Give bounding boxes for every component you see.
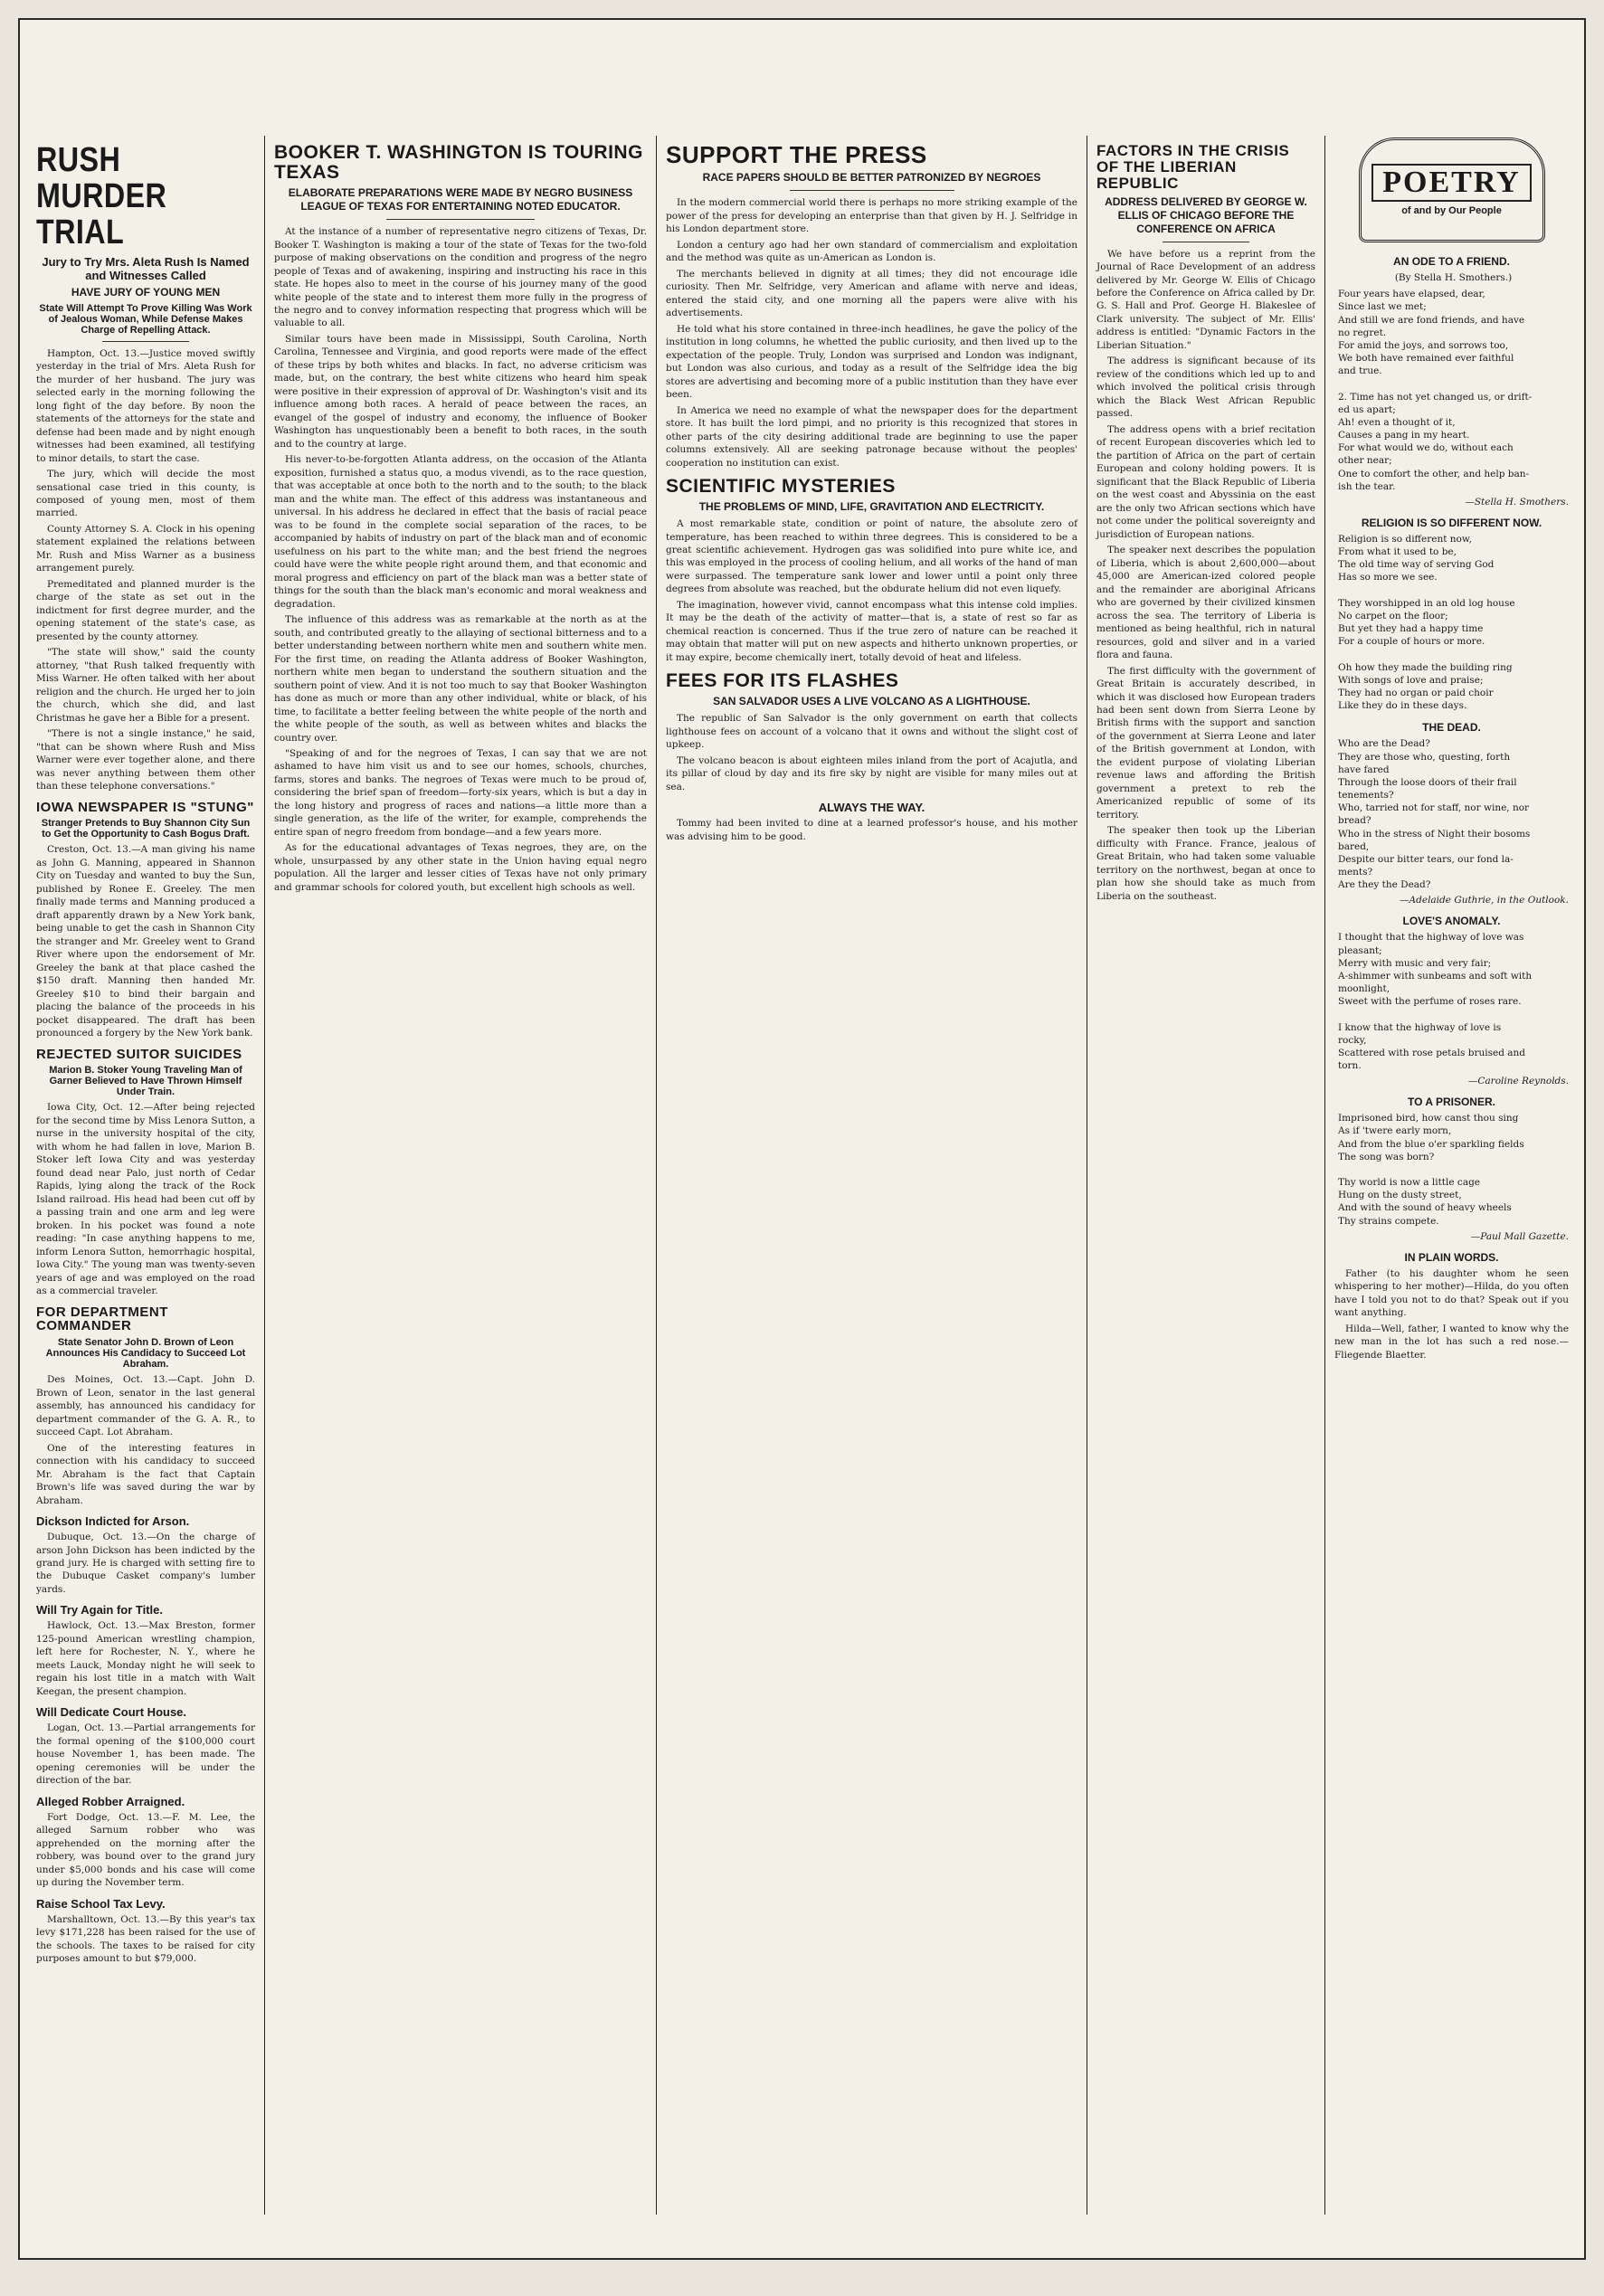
factors-paragraph: The address is significant because of its review of the conditions which led up to and which involved the political crisis through which the Black West African Republic passed. <box>1096 356 1315 420</box>
dickson-head: Dickson Indicted for Arson. <box>36 1514 190 1529</box>
column-4 <box>1087 136 1324 2215</box>
iowa-paragraph: Creston, Oct. 13.—A man giving his name as John G. Manning, appeared in Shannon City on Tuesday and wanted to buy the Sun, published by Ronee E. Greeley. The men finally made terms and Manning produced a draft apparently drawn by a New York bank, being unable to get the cash in Shannon City the stranger and Mr. Greeley went to Grand River where upon the endorsement of Mr. Greeley the bank at that place cashed the $150 draft. Manning then handed Mr. Greeley $10 to bind their bargain and placing the balance of the proceeds in his pocket disappeared. The draft has been pronounced a forgery by the New York bank. <box>36 844 255 1039</box>
poem-line: Causes a pang in my heart. <box>1338 430 1470 441</box>
btw-paragraph: As for the educational advantages of Texas negroes, they are, on the whole, unsurpassed by any other state in the Union having equal negro population. All the larger and lesser cities of Texas have not only primary and grammar schools for colored youth, but excellent high schools as well. <box>274 842 647 893</box>
dickson-paragraph: Dubuque, Oct. 13.—On the charge of arson John Dickson has been indicted by the grand jury. He is charged with setting fire to the Dubuque Casket company's lumber yards. <box>36 1532 255 1595</box>
poem-line: Has so more we see. <box>1338 572 1438 583</box>
poem-title: IN PLAIN WORDS. <box>1404 1250 1499 1264</box>
poem-line <box>1338 648 1569 660</box>
will-head: Will Try Again for Title. <box>36 1603 164 1618</box>
suitor-headline: REJECTED SUITOR SUICIDES <box>36 1046 242 1062</box>
poem-line: Oh how they made the building ring <box>1338 661 1513 673</box>
divider <box>102 341 190 342</box>
poem-line: Are they the Dead? <box>1338 879 1431 891</box>
poem-line: Despite our bitter tears, our fond la- <box>1338 853 1514 865</box>
rush-paragraph: County Attorney S. A. Clock in his opening statement explained the relations between Mr. Rush and Miss Warner as a business arrangement purely. <box>36 523 255 574</box>
poem-line <box>1338 584 1569 597</box>
factors-paragraph: The speaker then took up the Liberian difficulty with France. France, jealous of Great Britain, who had taken some valuable territory on the northwest, began at once to plan how she should take as much from Liberia on the southeast. <box>1096 825 1315 902</box>
poem-line: With songs of love and praise; <box>1338 674 1484 686</box>
support-headline: SUPPORT THE PRESS <box>666 141 927 168</box>
poem-line: Religion is so different now, <box>1338 533 1472 545</box>
poem-line: No carpet on the floor; <box>1338 610 1448 621</box>
poem-line: The old time way of serving God <box>1338 559 1495 571</box>
poem-line: Since last we met; <box>1338 301 1427 313</box>
always-head: ALWAYS THE WAY. <box>818 801 925 815</box>
poem-line: As if 'twere early morn, <box>1338 1125 1452 1137</box>
divider <box>386 219 536 220</box>
fees-deck: SAN SALVADOR USES A LIVE VOLCANO AS A LIGHTHOUSE. <box>713 695 1030 708</box>
plain-words-paragraph: Father (to his daughter whom he seen whispering to her mother)—Hilda, do you often have I told you not to do that? Speak out if you want anything. <box>1334 1267 1569 1319</box>
poem-line: Scattered with rose petals bruised and <box>1338 1047 1525 1058</box>
btw-deck: ELABORATE PREPARATIONS WERE MADE BY NEGRO BUSINESS LEAGUE OF TEXAS FOR ENTERTAINING NOTED EDUCATOR. <box>288 186 633 213</box>
support-deck: RACE PAPERS SHOULD BE BETTER PATRONIZED BY NEGROES <box>702 171 1041 185</box>
poem-line: Like they do in these days. <box>1338 700 1467 712</box>
poem-line: ments? <box>1338 867 1373 878</box>
rush-headline: RUSH MURDER TRIAL <box>36 141 167 251</box>
will-paragraph: Hawlock, Oct. 13.—Max Breston, former 125-pound American wrestling champion, left here for Rochester, N. Y., where he meets Lauck, Monday night he will seek to regain his lost title in a match with Walt Keegan, the present champion. <box>36 1620 255 1697</box>
court-head: Will Dedicate Court House. <box>36 1705 187 1720</box>
poem-credit: —Caroline Reynolds. <box>1467 1076 1569 1087</box>
poem-line: I thought that the highway of love was <box>1338 932 1524 944</box>
plain-words-paragraph: Hilda—Well, father, I wanted to know why the new man in the lot has such a red nose.—Fliegende Blaetter. <box>1334 1323 1569 1361</box>
poem-line: For a couple of hours or more. <box>1338 636 1485 648</box>
poem-lines <box>1338 1112 1569 1228</box>
column-3 <box>656 136 1087 2215</box>
poem-line: and true. <box>1338 365 1382 377</box>
poem-line: bread? <box>1338 815 1371 827</box>
poem-line: Thy world is now a little cage <box>1338 1177 1481 1189</box>
suitor-deck: Marion B. Stoker Young Traveling Man of Garner Believed to Have Thrown Himself Under Train. <box>49 1065 242 1098</box>
fees-paragraph: The republic of San Salvador is the only government on earth that collects lighthouse fees on account of a volcano that it owns and without the slight cost of upkeep. <box>666 713 1077 751</box>
poem-line: One to comfort the other, and help ban- <box>1338 468 1530 479</box>
factors-paragraph: The speaker next describes the population of Liberia, which is about 2,600,000—about 45,000 are American-ized colored people and the remainder are aboriginal Africans who are governed by their civilized kinsmen across the sea. The territory of Liberia is mentioned as being healthful, rich in natural resources, gold and silver and in a varied flora and fauna. <box>1096 545 1315 661</box>
court-paragraph: Logan, Oct. 13.—Partial arrangements for the formal opening of the $100,000 court house November 1, has been made. The opening ceremonies will be under the direction of the bar. <box>36 1722 255 1787</box>
poem-line <box>1338 1008 1569 1020</box>
poem-line: other near; <box>1338 455 1392 467</box>
poem-line: Sweet with the perfume of roses rare. <box>1338 996 1522 1008</box>
column-2 <box>264 136 656 2215</box>
poem-line: pleasant; <box>1338 944 1382 956</box>
sci-deck: THE PROBLEMS OF MIND, LIFE, GRAVITATION AND ELECTRICITY. <box>698 500 1045 514</box>
rush-paragraph: "There is not a single instance," he said, "that can be shown where Rush and Miss Warner were ever together alone, and there was never anything between them other than these telephone conversations." <box>36 728 255 792</box>
fees-headline: FEES FOR ITS FLASHES <box>666 670 899 692</box>
poem-line: Who are the Dead? <box>1338 738 1430 750</box>
poem-line: And with the sound of heavy wheels <box>1338 1202 1512 1214</box>
rush-paragraph: Hampton, Oct. 13.—Justice moved swiftly yesterday in the trial of Mrs. Aleta Rush for the murder of her husband. The jury was selected early in the morning following the long fight of the day before. By noon the statements of the attorneys for the state and defense had been made and by night enough witnesses had been examined, all testifying to minor details, to start the case. <box>36 347 255 464</box>
always-paragraph: Tommy had been invited to dine at a learned professor's house, and his mother was advising him to be good. <box>666 818 1077 842</box>
poem-line: torn. <box>1338 1060 1362 1072</box>
factors-paragraph: The first difficulty with the government of Great Britain is accurately described, in which it was disclosed how European traders had been sent down from Sierra Leone by British firms with the support and sanction of the government at Sierra Leone and later of the British government at London, with the evident purpose of violating Liberian revenue laws and affording the British government a pretext to reb the Americanized republic of some of its territory. <box>1096 665 1315 821</box>
dept-headline: FOR DEPARTMENT COMMANDER <box>36 1304 168 1334</box>
suitor-paragraph: Iowa City, Oct. 12.—After being rejected for the second time by Miss Lenora Sutton, a nurse in the university hospital of the city, with whom he had fallen in love, Marion B. Stoker left Iowa City and was yesterday found dead near Palo, just north of Cedar Rapids, lying along the track of the Rock Island railroad. His head had been cut off by a passing train and one arm and leg were broken. In his pocket was found a note reading: "In case anything happens to me, inform Lenora Sutton, hemorrhagic hospital, Iowa City." The young man was twenty-seven years of age and was employed on the road as a commercial traveler. <box>36 1102 255 1297</box>
poem-line: But yet they had a happy time <box>1338 623 1484 635</box>
sci-headline: SCIENTIFIC MYSTERIES <box>666 475 896 497</box>
support-paragraph: He told what his store contained in three-inch headlines, he gave the policy of the institution in long columns, he whetted the public curiosity, and then lived up to the expectation of the people. Truly, London was surprised and London was indignant, but London was also curious, and today as a result of the Selfridge idea the big stores are advertising and becoming more of a public institution than they have ever been. <box>666 323 1077 401</box>
btw-paragraph: Similar tours have been made in Mississippi, South Carolina, North Carolina, Tennessee and Virginia, and good reports were made of the effect of these trips by both whites and blacks. In fact, no adverse criticism was made, but, on the contrary, the best white citizens who heard him speak were positive in their expression of approval of Dr. Washington's visit and its influence among both races. A herald of peace between the races, an evangel of the gospel of industry and economy, the influence of Booker Washington has unquestionably been a benefit to both races, in the south and to the country at large. <box>274 333 647 450</box>
poetry-title: POETRY <box>1371 164 1531 202</box>
poem-line: I know that the highway of love is <box>1338 1021 1502 1033</box>
factors-headline: FACTORS IN THE CRISIS OF THE LIBERIAN REPUBLIC <box>1096 142 1290 192</box>
support-paragraph: In America we need no example of what the newspaper does for the department store. It has built the lord pimpi, and no priority is this recognized that stores in other parts of the city desiring additional trade are beginning to use the paper columns extensively. All are seeking patronage because without the peoples' cooperation no institution can exist. <box>666 404 1077 469</box>
poem-lines <box>1338 288 1569 493</box>
poem-line: Who, tarried not for staff, nor wine, nor <box>1338 802 1530 814</box>
rush-deck-2: HAVE JURY OF YOUNG MEN <box>71 285 221 299</box>
column-5 <box>1324 136 1578 2215</box>
poetry-subtitle: of and by Our People <box>1401 205 1502 216</box>
poem-line <box>1338 1163 1569 1176</box>
poem-title: THE DEAD. <box>1422 721 1481 735</box>
poem-lines <box>1338 533 1569 712</box>
levy-paragraph: Marshalltown, Oct. 13.—By this year's tax levy $171,228 has been raised for the use of the schools. The taxes to be raised for city purposes amount to but $79,000. <box>36 1913 255 1965</box>
poem-author: (By Stella H. Smothers.) <box>1394 272 1513 283</box>
rush-paragraph: "The state will show," said the county attorney, "that Rush talked frequently with Miss Warner. He often talked with her about religion and the church. He urged her to join the church, which she did, and last Christmas he gave her a Bible for a present. <box>36 647 255 724</box>
poem-line: bared, <box>1338 840 1370 852</box>
poem-line <box>1338 377 1569 390</box>
rush-paragraph: Premeditated and planned murder is the charge of the state as set out in the indictment for first degree murder, and the opening statement of the state's case, as presented by the county attorney. <box>36 578 255 642</box>
poem-credit: —Stella H. Smothers. <box>1465 496 1569 508</box>
poem-line: From what it used to be, <box>1338 546 1457 558</box>
poem-line: no regret. <box>1338 327 1387 338</box>
poem-line: Imprisoned bird, how canst thou sing <box>1338 1113 1519 1124</box>
poem-line: Who in the stress of Night their bosoms <box>1338 828 1531 840</box>
btw-headline: BOOKER T. WASHINGTON IS TOURING TEXAS <box>274 142 643 184</box>
rush-paragraph: The jury, which will decide the most sensational case tried in this county, is composed of young men, most of them married. <box>36 469 255 519</box>
robber-head: Alleged Robber Arraigned. <box>36 1794 185 1808</box>
poem-title: AN ODE TO A FRIEND. <box>1393 255 1510 268</box>
btw-paragraph: The influence of this address was as remarkable at the north as at the south, and contributed greatly to the allaying of sectional bitterness and to a better understanding between northern white men and southern white men. For the first time, on reading the Atlanta address of Booker Washington, northern white men began to understand the southern situation and the southern point of view. And it is not too much to say that Booker Washington has done as much or more than any other individual, white or black, of his time, to facilitate a better feeling between the white people of the north and the white people of the south, as well as between whites and blacks the country over. <box>274 614 647 744</box>
poetry-banner <box>1359 138 1545 242</box>
poem-title: TO A PRISONER. <box>1408 1096 1495 1109</box>
poem-credit: —Paul Mall Gazette. <box>1470 1230 1569 1242</box>
factors-paragraph: We have before us a reprint from the Journal of Race Development of an address delivered by Mr. George W. Ellis of Chicago before the Conference on Africa called by Dr. G. S. Hall and Prof. George H. Blakeslee of Clark university. The subject of Mr. Ellis' address is entitled: "Dynamic Factors in the Liberian Situation." <box>1096 248 1315 351</box>
factors-deck: ADDRESS DELIVERED BY GEORGE W. ELLIS OF CHICAGO BEFORE THE CONFERENCE ON AFRICA <box>1105 194 1307 235</box>
poem-line: ed us apart; <box>1338 403 1396 415</box>
support-paragraph: The merchants believed in dignity at all times; they did not encourage idle curiosity. Then Mr. Selfridge, very American and aflame with nerve and ideas, entered the staid city, and one morning all the papers were alive with his advertisements. <box>666 268 1077 319</box>
poem-line: Thy strains compete. <box>1338 1215 1439 1227</box>
poem-line: 2. Time has not yet changed us, or drift- <box>1338 391 1533 403</box>
poem-credit: —Adelaide Guthrie, in the Outlook. <box>1400 895 1569 906</box>
column-1 <box>27 136 264 2215</box>
poem-lines <box>1338 737 1569 891</box>
poem-line: Merry with music and very fair; <box>1338 957 1492 969</box>
support-paragraph: In the modern commercial world there is perhaps no more striking example of the power of the press for developing an enterprise than that given by H. J. Selfridge in his London department store. <box>666 197 1077 235</box>
rush-deck-1: Jury to Try Mrs. Aleta Rush Is Named and Witnesses Called <box>42 254 250 282</box>
poem-title: RELIGION IS SO DIFFERENT NOW. <box>1361 516 1542 529</box>
poem-line: For what would we do, without each <box>1338 442 1514 454</box>
poem-line: Hung on the dusty street, <box>1338 1190 1462 1201</box>
poem-line: rocky, <box>1338 1034 1367 1046</box>
poem-line: We both have remained ever faithful <box>1338 353 1514 365</box>
fees-paragraph: The volcano beacon is about eighteen miles inland from the port of Acajutla, and its pillar of cloud by day and its fire sky by night are visible for many miles out at sea. <box>666 754 1077 792</box>
rush-deck-3: State Will Attempt To Prove Killing Was Work of Jealous Woman, While Defense Makes Charge of Repelling Attack. <box>39 302 252 336</box>
poem-line: Ah! even a thought of it, <box>1338 416 1456 428</box>
poem-line: And still we are fond friends, and have <box>1338 314 1525 326</box>
newspaper-page <box>18 18 1586 2260</box>
iowa-headline: IOWA NEWSPAPER IS "STUNG" <box>36 799 254 815</box>
poem-line: The song was born? <box>1338 1151 1435 1162</box>
dept-deck: State Senator John D. Brown of Leon Announces His Candidacy to Succeed Lot Abraham. <box>45 1337 246 1371</box>
poem-line: A-shimmer with sunbeams and soft with <box>1338 970 1533 982</box>
btw-paragraph: At the instance of a number of representative negro citizens of Texas, Dr. Booker T. Washington is making a tour of the state of Texas for the two-fold purpose of making observations on the condition and progress of the negro people of Texas and of awakening, inspiring and instructing his race in this state. He hopes also to meet in the course of his journey many of the good white people of the state and to interest them more fully in the progress of the negro and to convey information respecting that progress which will be valuable to all. <box>274 226 647 329</box>
poem-line: Through the loose doors of their frail <box>1338 776 1517 788</box>
poem-line: tenements? <box>1338 790 1394 802</box>
btw-paragraph: His never-to-be-forgotten Atlanta address, on the occasion of the Atlanta exposition, furnished a status quo, a modus vivendi, as to the race question, that was acceptable at once both to the north and to the south; to the black man and the white man. The effect of this address was instantaneous and universal. In his address he declared in effect that the basis of racial peace was to be found in the complete social separation of the races, to be accompanied by habits of industry on part of the black man and of economic usefulness on his part to the white man; and the best friend the negroes could have were the white people right around them, and that economic and moral progress and efficiency on part of the black man was a better state of things for the south than the black man's economic and moral weakness and degradation. <box>274 454 647 610</box>
dept-paragraph: Des Moines, Oct. 13.—Capt. John D. Brown of Leon, senator in the last general assembly, has announced his candidacy for department commander of the G. A. R., to succeed Capt. Lot Abraham. <box>36 1374 255 1438</box>
poem-title: LOVE'S ANOMALY. <box>1402 915 1501 928</box>
iowa-deck: Stranger Pretends to Buy Shannon City Sun to Get the Opportunity to Cash Bogus Draft. <box>41 818 251 840</box>
poem-lines <box>1338 931 1569 1072</box>
levy-head: Raise School Tax Levy. <box>36 1896 166 1911</box>
poem-line: have fared <box>1338 764 1390 775</box>
support-paragraph: London a century ago had her own standard of commercialism and exploitation and the method was quite as un-American as London is. <box>666 239 1077 264</box>
poem-line: ish the tear. <box>1338 480 1396 492</box>
poem-line: They had no organ or paid choir <box>1338 687 1494 698</box>
poem-line: For amid the joys, and sorrows too, <box>1338 339 1509 351</box>
poem-line: They worshipped in an old log house <box>1338 597 1515 609</box>
poem-line: And from the blue o'er sparkling fields <box>1338 1138 1524 1150</box>
poem-line: Four years have elapsed, dear, <box>1338 289 1485 300</box>
factors-paragraph: The address opens with a brief recitation of recent European discoveries which led to the partition of Africa on the part of certain European and colony holding powers. It is significant that the Black Republic of Liberia on the west coast and Abyssinia on the east are the only two African sections which have not come under the political sovereignty and jurisdiction of European nations. <box>1096 423 1315 540</box>
sci-paragraph: The imagination, however vivid, cannot encompass what this intense cold implies. It may be the death of the activity of matter—that is, a state of rest so far as chemical reaction is concerned. Thus if the true zero of nature can be reached it may obtain that matter will put on new aspects and hitherto unknown properties, or it may expire, become chemically inert, totally devoid of heat and lifeless. <box>666 599 1077 663</box>
btw-paragraph: "Speaking of and for the negroes of Texas, I can say that we are not ashamed to have him visit us and to see our homes, schools, churches, farms, stores and banks. The negroes of Texas were much to be proud of, considering the brief span of freedom—forty-six years, which is but a day in the long history and progress of races and nations—a little more than a single generation, as the life of the writer, for example, comprehends the entire span of negro freedom from bondage—and a few years more. <box>274 747 647 838</box>
robber-paragraph: Fort Dodge, Oct. 13.—F. M. Lee, the alleged Sarnum robber who was apprehended on the morning after the robbery, was bound over to the grand jury under $5,000 bonds and his case will come up during the November term. <box>36 1811 255 1889</box>
dept-paragraph: One of the interesting features in connection with his candidacy to succeed Mr. Abraham is the fact that Captain Brown's life was saved during the war by Abraham. <box>36 1442 255 1506</box>
poem-line: They are those who, questing, forth <box>1338 751 1511 763</box>
poem-line: moonlight, <box>1338 983 1390 995</box>
sci-paragraph: A most remarkable state, condition or point of nature, the absolute zero of temperature, has been reached to within three degrees. This is considered to be a great scientific achievement. Hydrogen gas was solidified into pure white ice, and this was employed in the process of cooling helium, and all works of the hand of man were surpassed. The temperature sank lower and lower until a point only three degrees from absolute was reached, but the obdurate helium did not even liquefy. <box>666 518 1077 595</box>
divider <box>790 190 954 191</box>
